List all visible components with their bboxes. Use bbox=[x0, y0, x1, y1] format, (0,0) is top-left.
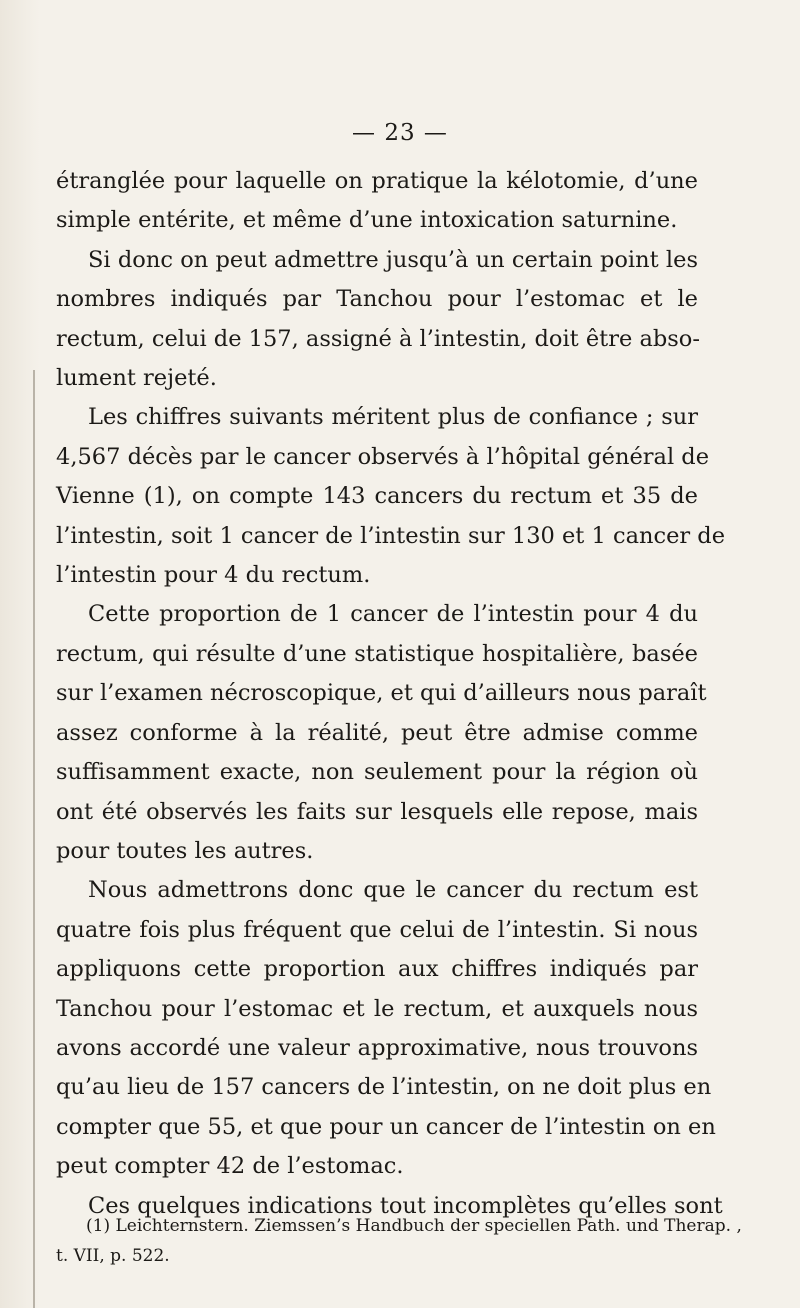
text-line: rectum, celui de 157, assigné à l’intestin, doit être abso- bbox=[56, 325, 700, 352]
text-line: Cette proportion de 1 cancer de l’intestin pour 4 du bbox=[88, 601, 698, 628]
footnote bbox=[56, 1211, 742, 1271]
text-line: Nous admettrons donc que le cancer du rectum est bbox=[88, 877, 698, 904]
text-line: Les chiffres suivants méritent plus de confiance ; sur bbox=[88, 404, 698, 431]
text-line: Tanchou pour l’estomac et le rectum, et auxquels nous bbox=[56, 995, 698, 1022]
text-line: suffisamment exacte, non seulement pour la région où bbox=[56, 759, 698, 786]
text-line: simple entérite, et même d’une intoxication saturnine. bbox=[56, 207, 678, 234]
text-line: compter que 55, et que pour un cancer de l’intestin on en bbox=[56, 1113, 716, 1140]
text-line: Vienne (1), on compte 143 cancers du rectum et 35 de bbox=[56, 483, 698, 510]
text-line: avons accordé une valeur approximative, nous trouvons bbox=[56, 1034, 698, 1061]
page-number: — 23 — bbox=[352, 120, 448, 146]
text-line: peut compter 42 de l’estomac. bbox=[56, 1153, 404, 1180]
text-line: 4,567 décès par le cancer observés à l’hôpital général de bbox=[56, 443, 710, 470]
text-line: l’intestin pour 4 du rectum. bbox=[56, 562, 371, 589]
text-line: étranglée pour laquelle on pratique la kélotomie, d’une bbox=[56, 168, 698, 194]
footnote-line: (1) Leichternstern. Ziemssen’s Handbuch der speciellen Path. und Therap. , bbox=[86, 1216, 742, 1236]
text-line: ont été observés les faits sur lesquels elle repose, mais bbox=[56, 798, 698, 825]
text-line: qu’au lieu de 157 cancers de l’intestin, on ne doit plus en bbox=[56, 1074, 712, 1101]
body-text bbox=[56, 162, 726, 1226]
text-line: quatre fois plus fréquent que celui de l’intestin. Si nous bbox=[56, 916, 698, 943]
footnote-line: t. VII, p. 522. bbox=[56, 1246, 170, 1266]
text-line: sur l’examen nécroscopique, et qui d’ailleurs nous paraît bbox=[56, 680, 707, 707]
text-line: Ces quelques indications tout incomplètes qu’elles sont bbox=[88, 1192, 723, 1219]
text-line: Si donc on peut admettre jusqu’à un certain point les bbox=[88, 246, 698, 273]
text-line: appliquons cette proportion aux chiffres indiqués par bbox=[56, 956, 698, 983]
text-line: assez conforme à la réalité, peut être admise comme bbox=[56, 719, 698, 746]
text-line: lument rejeté. bbox=[56, 365, 217, 392]
binding-gutter-line bbox=[33, 370, 35, 1308]
text-line: rectum, qui résulte d’une statistique hospitalière, basée bbox=[56, 640, 698, 667]
text-line: nombres indiqués par Tanchou pour l’estomac et le bbox=[56, 286, 698, 313]
text-line: pour toutes les autres. bbox=[56, 837, 314, 864]
text-line: l’intestin, soit 1 cancer de l’intestin sur 130 et 1 cancer de bbox=[56, 522, 726, 549]
